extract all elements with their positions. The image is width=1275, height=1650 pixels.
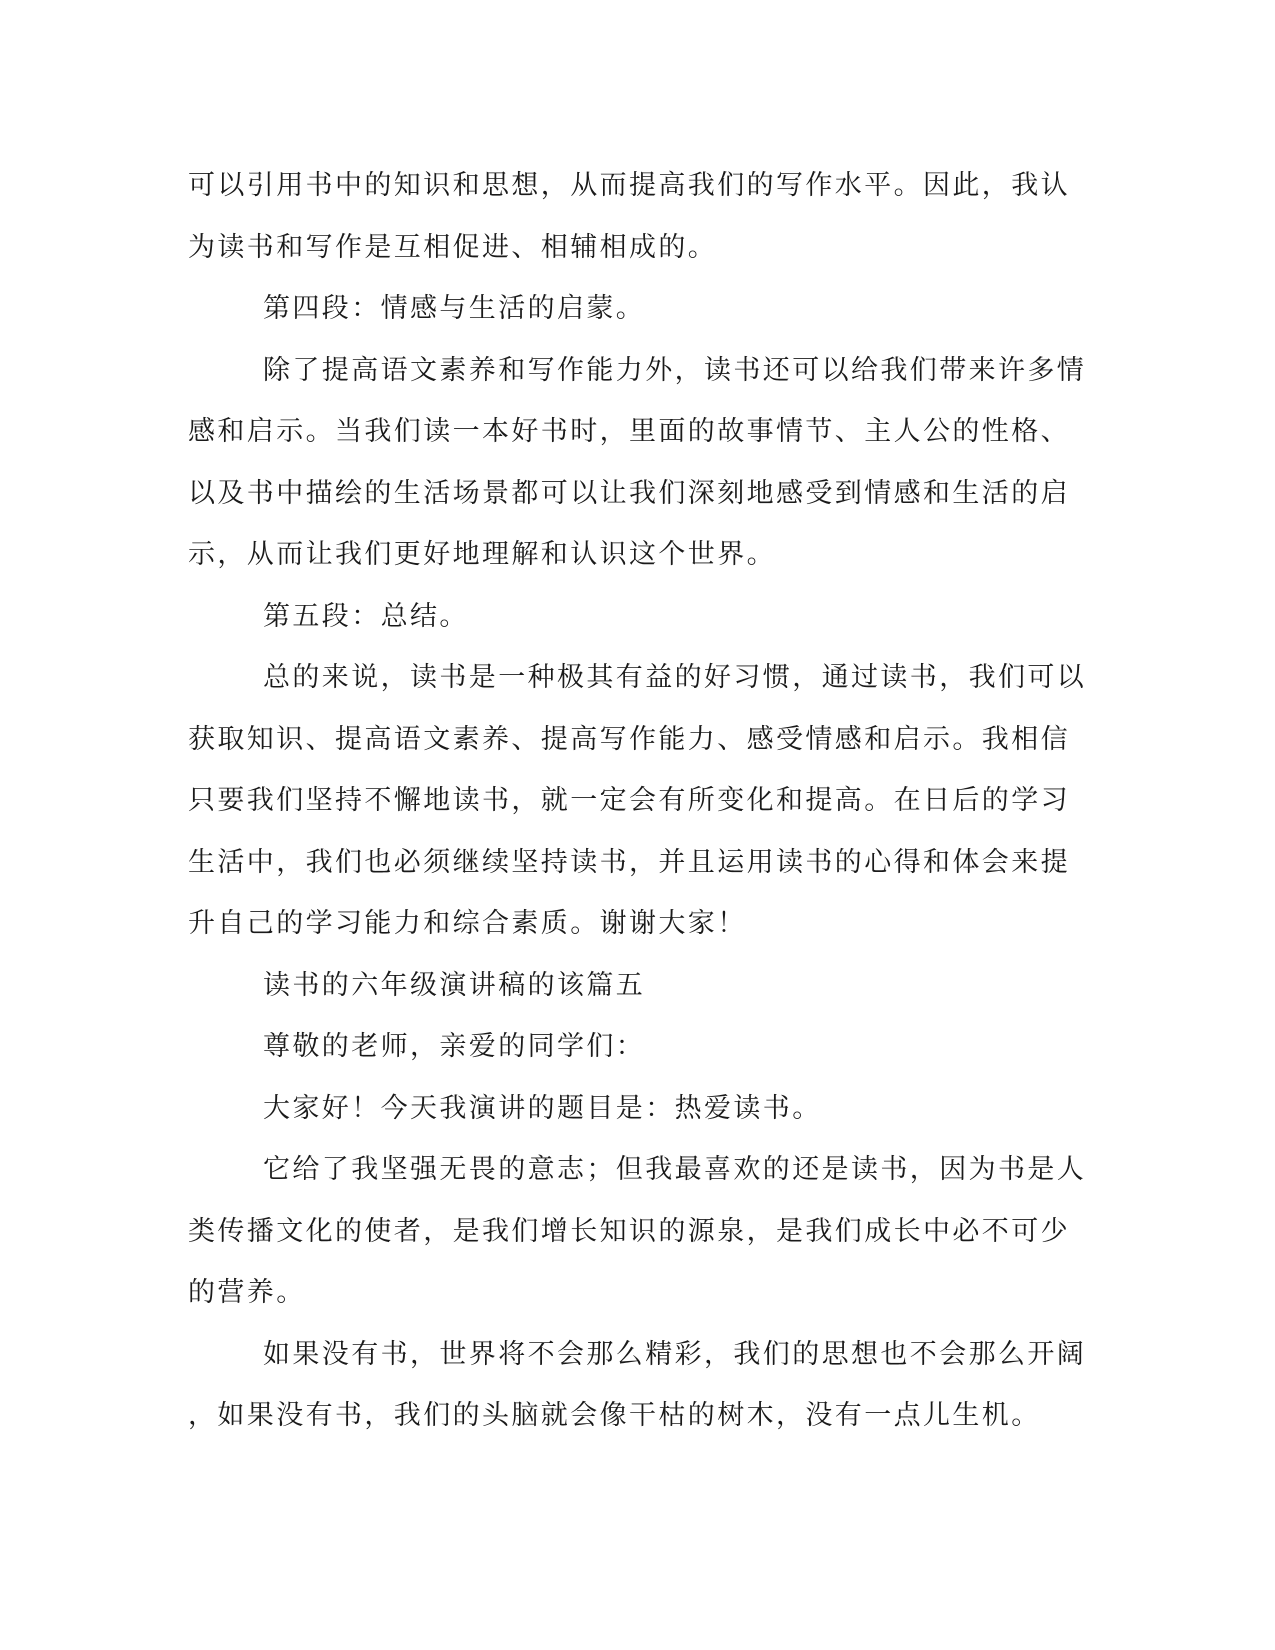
text-line: 以及书中描绘的生活场景都可以让我们深刻地感受到情感和生活的启: [188, 477, 1070, 509]
text-line: 大家好！今天我演讲的题目是：热爱读书。: [263, 1092, 822, 1124]
text-line: 它给了我坚强无畏的意志；但我最喜欢的还是读书，因为书是人: [263, 1154, 1087, 1185]
text-line: 如果没有书，世界将不会那么精彩，我们的思想也不会那么开阔: [263, 1338, 1087, 1370]
text-line: 升自己的学习能力和综合素质。谢谢大家！: [188, 908, 747, 939]
section-heading: 第五段：总结。: [263, 600, 469, 632]
text-line: 为读书和写作是互相促进、相辅相成的。: [188, 231, 718, 263]
essay-title: 读书的六年级演讲稿的该篇五: [263, 969, 646, 1001]
text-line: 生活中，我们也必须继续坚持读书，并且运用读书的心得和体会来提: [188, 846, 1070, 878]
text-line: 除了提高语文素养和写作能力外，读书还可以给我们带来许多情: [263, 354, 1087, 386]
text-line: 示，从而让我们更好地理解和认识这个世界。: [188, 539, 776, 570]
text-line: 可以引用书中的知识和思想，从而提高我们的写作水平。因此，我认: [188, 170, 1070, 201]
salutation: 尊敬的老师，亲爱的同学们：: [263, 1031, 646, 1062]
text-line: 只要我们坚持不懈地读书，就一定会有所变化和提高。在日后的学习: [188, 785, 1070, 816]
text-line: ，如果没有书，我们的头脑就会像干枯的树木，没有一点儿生机。: [188, 1400, 1041, 1431]
text-line: 总的来说，读书是一种极其有益的好习惯，通过读书，我们可以: [263, 662, 1087, 693]
document-body: [188, 155, 1087, 1447]
text-line: 感和启示。当我们读一本好书时，里面的故事情节、主人公的性格、: [188, 416, 1070, 447]
text-line: 类传播文化的使者，是我们增长知识的源泉，是我们成长中必不可少: [188, 1215, 1070, 1247]
section-heading: 第四段：情感与生活的启蒙。: [263, 293, 646, 324]
text-line: 获取知识、提高语文素养、提高写作能力、感受情感和启示。我相信: [188, 723, 1070, 755]
text-line: 的营养。: [188, 1277, 306, 1308]
